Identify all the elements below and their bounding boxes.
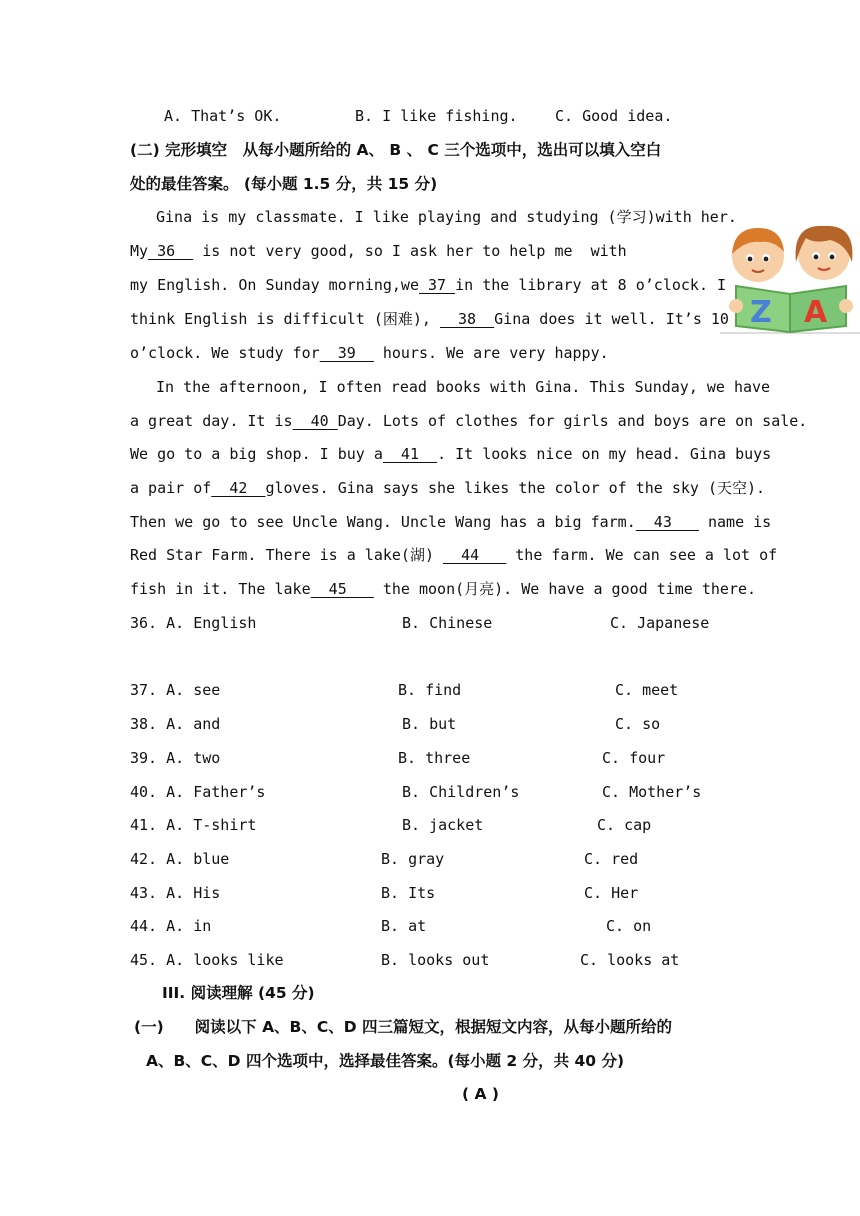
- question-43-c: C. Her: [584, 884, 639, 902]
- question-39-c: C. four: [602, 749, 666, 767]
- question-40-a: 40. A. Father’s: [130, 783, 266, 801]
- passage-line: think English is difficult (困难), 38 Gina does it well. It’s 10: [130, 310, 729, 328]
- question-39-b: B. three: [398, 749, 471, 767]
- question-43-b: B. Its: [381, 884, 436, 902]
- question-38-a: 38. A. and: [130, 715, 221, 733]
- question-42-a: 42. A. blue: [130, 850, 230, 868]
- question-36-b: B. Chinese: [402, 614, 493, 632]
- option-a: A. That’s OK.: [164, 107, 282, 125]
- question-37-c: C. meet: [615, 681, 679, 699]
- blank-37: 37: [418, 276, 456, 294]
- question-39-a: 39. A. two: [130, 749, 221, 767]
- passage-line: Gina is my classmate. I like playing and studying (学习)with her.: [156, 208, 737, 226]
- blank-45: 45: [310, 580, 374, 598]
- passage-line: a great day. It is 40 Day. Lots of clothes for girls and boys are on sale.: [130, 412, 808, 430]
- passage-line: Red Star Farm. There is a lake(湖) 44 the farm. We can see a lot of: [130, 546, 778, 564]
- blank-39: 39: [319, 344, 374, 362]
- passage-label: ( A ): [462, 1085, 499, 1103]
- passage-line: My 36 is not very good, so I ask her to help me with: [130, 242, 627, 260]
- blank-42: 42: [211, 479, 266, 497]
- passage-line: Then we go to see Uncle Wang. Uncle Wang has a big farm. 43 name is: [130, 513, 772, 531]
- blank-43: 43: [635, 513, 699, 531]
- question-40-b: B. Children’s: [402, 783, 520, 801]
- passage-line: a pair of 42 gloves. Gina says she likes the color of the sky (天空).: [130, 479, 766, 497]
- section-heading: III. 阅读理解 (45 分): [162, 984, 315, 1002]
- question-36-a: 36. A. English: [130, 614, 257, 632]
- question-38-b: B. but: [402, 715, 457, 733]
- question-44-c: C. on: [606, 917, 652, 935]
- option-c: C. Good idea.: [555, 107, 673, 125]
- section-heading-cont: 处的最佳答案。 (每小题 1.5 分，共 15 分): [130, 175, 438, 193]
- question-45-c: C. looks at: [580, 951, 680, 969]
- question-45-b: B. looks out: [381, 951, 490, 969]
- question-40-c: C. Mother’s: [602, 783, 702, 801]
- kids-reading-illustration: [720, 214, 860, 336]
- section-instructions-cont: A、B、C、D 四个选项中，选择最佳答案。(每小题 2 分，共 40 分): [146, 1052, 625, 1070]
- question-42-b: B. gray: [381, 850, 445, 868]
- question-41-c: C. cap: [597, 816, 652, 834]
- passage-line: In the afternoon, I often read books with Gina. This Sunday, we have: [156, 378, 771, 396]
- blank-38: 38: [439, 310, 495, 328]
- question-43-a: 43. A. His: [130, 884, 221, 902]
- letter-a: A: [804, 295, 828, 330]
- question-37-a: 37. A. see: [130, 681, 221, 699]
- blank-36: 36: [148, 242, 194, 260]
- blank-44: 44: [443, 546, 507, 564]
- blank-40: 40: [292, 412, 338, 430]
- passage-line: fish in it. The lake 45 the moon(月亮). We have a good time there.: [130, 580, 757, 598]
- passage-line: o’clock. We study for 39 hours. We are very happy.: [130, 344, 609, 362]
- option-b: B. I like fishing.: [355, 107, 518, 125]
- passage-line: my English. On Sunday morning,we 37 in the library at 8 o’clock. I: [130, 276, 727, 294]
- letter-z: Z: [750, 295, 772, 330]
- blank-41: 41: [382, 445, 438, 463]
- section-heading: (二) 完形填空 从每小题所给的 A、 B 、 C 三个选项中，选出可以填入空白: [130, 141, 662, 159]
- question-45-a: 45. A. looks like: [130, 951, 284, 969]
- question-41-a: 41. A. T-shirt: [130, 816, 257, 834]
- question-44-b: B. at: [381, 917, 427, 935]
- question-37-b: B. find: [398, 681, 462, 699]
- section-instructions: (一) 阅读以下 A、B、C、D 四三篇短文，根据短文内容，从每小题所给的: [134, 1018, 673, 1036]
- question-42-c: C. red: [584, 850, 639, 868]
- question-44-a: 44. A. in: [130, 917, 212, 935]
- question-36-c: C. Japanese: [610, 614, 710, 632]
- question-38-c: C. so: [615, 715, 661, 733]
- passage-line: We go to a big shop. I buy a 41 . It looks nice on my head. Gina buys: [130, 445, 772, 463]
- question-41-b: B. jacket: [402, 816, 484, 834]
